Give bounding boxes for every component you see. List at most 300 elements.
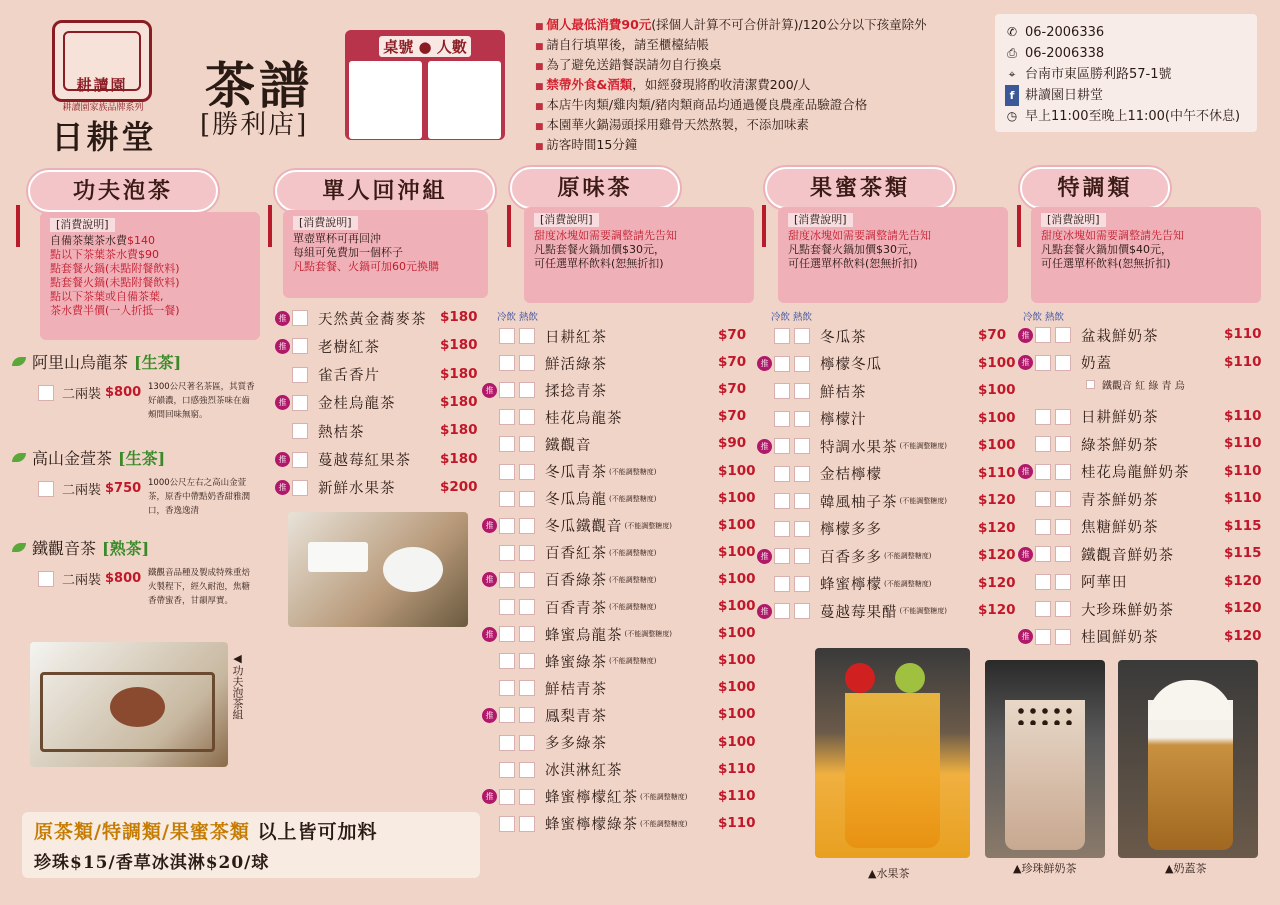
hot-checkbox[interactable]: [1055, 464, 1071, 480]
fruit-tea-item: [757, 598, 947, 624]
cold-checkbox[interactable]: [1035, 574, 1051, 590]
info-line: [50, 262, 250, 276]
fruit-tea-item: [757, 488, 947, 514]
hot-checkbox[interactable]: [519, 328, 535, 344]
cold-checkbox[interactable]: [499, 545, 515, 561]
info-line: [50, 304, 250, 318]
cold-checkbox[interactable]: [499, 653, 515, 669]
hot-checkbox[interactable]: [1055, 519, 1071, 535]
drink-note: (不能調整糖度): [899, 442, 947, 450]
price: $90: [718, 435, 747, 452]
recommend-badge: 推: [757, 439, 772, 454]
cold-checkbox[interactable]: [774, 328, 790, 344]
recommend-badge: 推: [482, 627, 497, 642]
banner-fruit: 果蜜茶類: [765, 167, 955, 209]
info-line: [50, 290, 250, 304]
cold-checkbox[interactable]: [499, 680, 515, 696]
special-tea-item: [1018, 514, 1159, 540]
fruit-tea-item: [757, 351, 882, 377]
drink-name: 桂圓鮮奶茶: [1081, 630, 1159, 646]
drink-name: 揉捻青茶: [545, 383, 607, 400]
original-tea-item: [482, 730, 607, 756]
price: $100: [718, 570, 756, 587]
cold-checkbox[interactable]: [774, 438, 790, 454]
price: $110: [718, 760, 756, 777]
drink-name: 百香綠茶: [545, 573, 607, 590]
note-line: [535, 76, 995, 96]
hot-checkbox[interactable]: [794, 521, 810, 537]
drink-name: 焦糖鮮奶茶: [1081, 520, 1159, 536]
drink-note: (不能調整糖度): [640, 819, 688, 828]
drink-name: 青茶鮮奶茶: [1081, 492, 1159, 509]
price: $110: [1224, 490, 1262, 506]
drink-name: 蔓越莓紅果茶: [318, 453, 411, 469]
hot-checkbox[interactable]: [1055, 546, 1071, 562]
cold-checkbox[interactable]: [1035, 464, 1051, 480]
clock-icon: ◷: [1006, 109, 1018, 123]
facebook-icon: f: [1005, 85, 1019, 106]
drink-note: (不能調整糖度): [609, 548, 657, 557]
kungfu-set-photo: [30, 642, 228, 767]
hot-checkbox[interactable]: [794, 466, 810, 482]
recommend-badge: 推: [482, 383, 497, 398]
price: $180: [440, 309, 478, 325]
cold-checkbox[interactable]: [499, 518, 515, 534]
order-checkbox[interactable]: [38, 385, 54, 401]
contact-box: [995, 14, 1257, 132]
recommend-badge: 推: [275, 311, 290, 326]
cold-checkbox[interactable]: [774, 356, 790, 372]
tea-description: 1000公尺左右之高山金萱茶，原香中帶點奶香甜雅潤口，香逸逸清: [148, 478, 251, 516]
hot-checkbox[interactable]: [519, 436, 535, 452]
price: $100: [978, 382, 1016, 398]
option-checkbox[interactable]: [1086, 380, 1095, 389]
drink-name: 冬瓜青茶: [545, 465, 607, 481]
pearl-milk-tea-caption: ▲珍珠鮮奶茶: [1013, 862, 1077, 875]
price: $120: [1224, 600, 1262, 616]
price: $100: [718, 733, 756, 750]
recommend-badge: 推: [482, 789, 497, 804]
hot-checkbox[interactable]: [1055, 574, 1071, 590]
brand-name: 日耕堂: [51, 118, 157, 156]
hot-checkbox[interactable]: [519, 464, 535, 480]
leaf-icon: [12, 357, 26, 366]
location-icon: ⌖: [1008, 67, 1016, 81]
info-line-price: $90: [138, 248, 159, 261]
hot-checkbox[interactable]: [1055, 491, 1071, 507]
hot-checkbox[interactable]: [794, 438, 810, 454]
original-info-box: [524, 207, 754, 303]
cold-checkbox[interactable]: [499, 464, 515, 480]
price: $100: [718, 625, 756, 642]
cold-checkbox[interactable]: [774, 548, 790, 564]
single-set-photo: [288, 512, 468, 627]
opening-hours: 早上11:00至晚上11:00(中午不休息): [1025, 109, 1241, 124]
fruit-tea-item: [757, 461, 882, 487]
original-tea-item: [482, 621, 672, 647]
price: $110: [1224, 435, 1262, 451]
drink-name: 奶蓋: [1081, 356, 1112, 372]
drink-name: 檸檬汁: [820, 412, 867, 428]
drink-name: 鮮桔青茶: [545, 681, 607, 698]
price: $115: [1224, 545, 1262, 561]
drink-name: 金桂烏龍茶: [318, 396, 396, 413]
note-text: 本園華火鍋湯頭採用雞骨天然熬製，不添加味素: [546, 117, 809, 132]
special-tea-item: [1018, 624, 1159, 650]
drink-name: 日耕鮮奶茶: [1081, 410, 1159, 426]
branch-name: [勝利店]: [200, 110, 309, 140]
cold-checkbox[interactable]: [499, 599, 515, 615]
price: $110: [978, 464, 1016, 481]
drink-name: 蜂蜜綠茶: [545, 654, 607, 671]
price: $800: [105, 385, 142, 400]
price: $100: [718, 462, 756, 479]
cold-checkbox[interactable]: [499, 409, 515, 425]
note-line: [535, 16, 995, 36]
original-tea-item: [482, 702, 607, 728]
special-tea-item: [1018, 486, 1159, 512]
leaf-icon: [12, 453, 26, 462]
cold-checkbox[interactable]: [1035, 436, 1051, 452]
milk-cap-tea-photo: [1118, 660, 1258, 858]
original-tea-item: [482, 594, 656, 620]
cold-checkbox[interactable]: [1035, 327, 1051, 343]
original-tea-item: [482, 486, 656, 512]
note-text: 為了避免送錯餐誤請勿自行換桌: [546, 57, 722, 72]
original-tea-item: [482, 459, 656, 485]
info-label: [消費說明]: [788, 213, 853, 227]
fax-number: 06-2006338: [1025, 46, 1105, 61]
drink-name: 檸檬冬瓜: [820, 357, 882, 373]
original-tea-item: [482, 513, 672, 539]
cold-checkbox[interactable]: [774, 383, 790, 399]
hot-checkbox[interactable]: [519, 382, 535, 398]
price: $100: [718, 489, 756, 506]
hot-checkbox[interactable]: [1055, 436, 1071, 452]
fruit-tea-item: [757, 406, 867, 432]
original-tea-item: [482, 540, 656, 566]
cold-checkbox[interactable]: [499, 707, 515, 723]
note-line: [535, 96, 995, 116]
drink-name: 雀舌香片: [318, 368, 380, 385]
drink-note: (不能調整糖度): [899, 497, 947, 505]
add-on-note: [22, 812, 480, 878]
hot-checkbox[interactable]: [519, 762, 535, 778]
cold-checkbox[interactable]: [774, 576, 790, 592]
drink-name: 百香多多: [820, 549, 882, 566]
tea-type: [熟茶]: [102, 539, 150, 558]
info-line-text: 點套餐火鍋(未點附餐飲料): [50, 276, 180, 289]
info-line: 凡點套餐火鍋加價$30元，: [534, 243, 665, 256]
cold-checkbox[interactable]: [499, 762, 515, 778]
original-tea-item: [482, 675, 607, 701]
tassel-decoration: [16, 205, 20, 247]
fruit-tea-item: [757, 433, 947, 459]
kungfu-tea-item: [12, 536, 149, 559]
cold-checkbox[interactable]: [774, 603, 790, 619]
drink-name: 大珍珠鮮奶茶: [1081, 602, 1174, 619]
drink-name: 檸檬多多: [820, 522, 882, 538]
logo-text: 耕讀園: [76, 76, 128, 94]
info-line-text: 點套餐火鍋(未點附餐飲料): [50, 262, 180, 275]
price: $180: [440, 337, 478, 354]
note-text: (採個人計算不可合併計算)/120公分以下孩童除外: [651, 17, 927, 32]
cold-checkbox[interactable]: [1035, 601, 1051, 617]
recommend-badge: 推: [1018, 464, 1033, 479]
fruit-tea-item: [757, 571, 931, 597]
order-checkbox[interactable]: [292, 452, 308, 468]
cold-checkbox[interactable]: [1035, 355, 1051, 371]
original-tea-item: [482, 811, 687, 837]
order-checkbox[interactable]: [38, 481, 54, 497]
size-label: 二兩裝: [62, 387, 102, 402]
order-checkbox[interactable]: [38, 571, 54, 587]
table-number-field[interactable]: [349, 61, 422, 139]
info-line: 凡點套餐火鍋加價$40元，: [1041, 243, 1172, 256]
order-checkbox[interactable]: [292, 367, 308, 383]
hot-checkbox[interactable]: [519, 491, 535, 507]
drink-name: 多多綠茶: [545, 736, 607, 752]
single-set-item: [275, 447, 411, 473]
info-label: [消費說明]: [1041, 213, 1106, 227]
drink-note: (不能調整糖度): [884, 579, 932, 588]
drink-name: 鐵觀音: [545, 437, 592, 454]
hot-checkbox[interactable]: [1055, 355, 1071, 371]
hot-checkbox[interactable]: [1055, 601, 1071, 617]
hot-checkbox[interactable]: [519, 518, 535, 534]
price: $120: [978, 574, 1016, 591]
info-line: 甜度冰塊如需要調整請先告知: [788, 229, 931, 242]
order-checkbox[interactable]: [292, 480, 308, 496]
hot-checkbox[interactable]: [519, 409, 535, 425]
cold-checkbox[interactable]: [499, 626, 515, 642]
cold-checkbox[interactable]: [499, 572, 515, 588]
drink-name: 桂花烏龍茶: [545, 410, 623, 427]
fruit-tea-item: [757, 378, 867, 404]
order-checkbox[interactable]: [292, 423, 308, 439]
brand-subtitle: 耕讀園家族品牌系列: [62, 103, 144, 113]
price: $100: [718, 543, 756, 560]
single-set-item: [275, 475, 396, 501]
hot-checkbox[interactable]: [519, 816, 535, 832]
info-line: 凡點套餐火鍋加價$30元，: [788, 243, 919, 256]
note-line: [535, 56, 995, 76]
price: $70: [718, 327, 747, 343]
order-checkbox[interactable]: [292, 338, 308, 354]
recommend-badge: 推: [1018, 355, 1033, 370]
recommend-badge: 推: [482, 572, 497, 587]
phone-icon: ✆: [1006, 25, 1018, 39]
hot-checkbox[interactable]: [519, 680, 535, 696]
info-line: 單壺單杯可再回沖: [293, 232, 381, 245]
original-tea-item: [482, 350, 607, 376]
info-line: [50, 234, 250, 248]
kungfu-info-box: [40, 212, 260, 340]
drink-name: 新鮮水果茶: [318, 481, 396, 498]
hot-checkbox[interactable]: [519, 572, 535, 588]
drink-name: 阿華田: [1081, 575, 1128, 591]
cold-checkbox[interactable]: [774, 466, 790, 482]
price: $100: [978, 409, 1016, 426]
price: $100: [718, 679, 756, 696]
hot-checkbox[interactable]: [519, 626, 535, 642]
price: $110: [1224, 353, 1262, 370]
special-tea-item: [1018, 596, 1174, 622]
recommend-badge: 推: [1018, 547, 1033, 562]
price: $750: [105, 481, 142, 496]
cold-checkbox[interactable]: [499, 436, 515, 452]
note-highlight: 禁帶外食&酒類: [546, 77, 633, 92]
fruit-tea-item: [757, 543, 931, 569]
hot-checkbox[interactable]: [519, 735, 535, 751]
tassel-decoration: [1017, 205, 1021, 247]
hot-checkbox[interactable]: [1055, 409, 1071, 425]
drink-name: 蜂蜜檸檬紅茶: [545, 790, 638, 807]
tea-name: 阿里山烏龍茶: [32, 353, 129, 372]
drink-note: (不能調整糖度): [609, 467, 657, 476]
price: $70: [978, 327, 1007, 343]
recommend-badge: 推: [275, 395, 290, 410]
price: $800: [105, 571, 142, 586]
hot-checkbox[interactable]: [794, 383, 810, 399]
cold-hot-label: 冷飲 熱飲: [771, 312, 813, 323]
drink-name: 桂花烏龍鮮奶茶: [1081, 465, 1190, 481]
hot-checkbox[interactable]: [519, 707, 535, 723]
info-line: 可任選單杯飲料(恕無折扣): [1041, 257, 1171, 270]
hot-checkbox[interactable]: [794, 411, 810, 427]
info-line-text: 茶水費半價(一人折抵一餐): [50, 304, 180, 317]
people-count-field[interactable]: [428, 61, 501, 139]
info-line-text: 點以下茶葉或自備茶葉,: [50, 290, 164, 303]
note-line: [535, 136, 995, 156]
price: $100: [718, 516, 756, 533]
banner-special: 特調類: [1020, 167, 1170, 209]
cold-checkbox[interactable]: [1035, 409, 1051, 425]
hot-checkbox[interactable]: [794, 328, 810, 344]
cold-checkbox[interactable]: [1035, 629, 1051, 645]
hot-checkbox[interactable]: [519, 545, 535, 561]
hot-checkbox[interactable]: [794, 603, 810, 619]
tea-type: [生茶]: [118, 449, 166, 468]
original-tea-item: [482, 404, 623, 430]
info-line: 甜度冰塊如需要調整請先告知: [534, 229, 677, 242]
recommend-badge: 推: [275, 480, 290, 495]
hot-checkbox[interactable]: [519, 599, 535, 615]
drink-name: 蜂蜜檸檬: [820, 577, 882, 593]
single-set-item: [275, 362, 380, 388]
hot-checkbox[interactable]: [519, 355, 535, 371]
drink-name: 日耕紅茶: [545, 329, 607, 346]
price: $120: [978, 519, 1016, 536]
note-text: ，如經發現將酌收清潔費200/人: [632, 77, 811, 92]
info-label: [消費說明]: [534, 213, 599, 227]
cold-checkbox[interactable]: [499, 355, 515, 371]
page-title: 茶譜: [205, 56, 313, 115]
cold-checkbox[interactable]: [499, 789, 515, 805]
kungfu-tea-item: [12, 350, 181, 373]
size-label: 二兩裝: [62, 573, 102, 588]
special-tea-item: [1018, 322, 1159, 348]
price: $100: [718, 706, 756, 723]
note-line: [535, 36, 995, 56]
drink-name: 蜂蜜烏龍茶: [545, 627, 623, 644]
drink-note: (不能調整糖度): [899, 607, 947, 615]
recommend-badge: 推: [1018, 629, 1033, 644]
price: $200: [440, 478, 478, 495]
price: $70: [718, 408, 747, 425]
info-line: [50, 248, 250, 262]
hot-checkbox[interactable]: [1055, 629, 1071, 645]
price: $110: [1224, 462, 1262, 479]
single-set-item: [275, 333, 380, 359]
banner-single: 單人回沖組: [275, 170, 495, 212]
cold-checkbox[interactable]: [1035, 491, 1051, 507]
drink-name: 百香紅茶: [545, 546, 607, 563]
drink-name: 天然黃金蕎麥茶: [318, 311, 427, 328]
order-checkbox[interactable]: [292, 310, 308, 326]
kungfu-size-row: [38, 479, 141, 498]
cold-checkbox[interactable]: [1035, 519, 1051, 535]
special-tea-item: [1018, 431, 1159, 457]
hot-checkbox[interactable]: [1055, 327, 1071, 343]
hot-checkbox[interactable]: [519, 653, 535, 669]
drink-name: 綠茶鮮奶茶: [1081, 437, 1159, 454]
cold-checkbox[interactable]: [499, 816, 515, 832]
drink-note: (不能調整糖度): [624, 630, 672, 639]
original-tea-item: [482, 323, 607, 349]
drink-note: (不能調整糖度): [640, 792, 688, 801]
info-label: [消費說明]: [293, 216, 358, 230]
price: $120: [978, 492, 1016, 508]
cold-checkbox[interactable]: [774, 493, 790, 509]
price: $110: [718, 787, 756, 804]
hot-checkbox[interactable]: [794, 356, 810, 372]
price: $180: [440, 450, 478, 467]
special-tea-item: [1018, 350, 1112, 376]
hot-checkbox[interactable]: [794, 548, 810, 564]
drink-name: 熱桔茶: [318, 424, 365, 441]
price: $110: [718, 814, 756, 831]
leaf-icon: [12, 543, 26, 552]
single-info-box: [283, 210, 488, 298]
cold-checkbox[interactable]: [774, 521, 790, 537]
kungfu-size-row: [38, 383, 141, 402]
info-line-price: $140: [127, 234, 155, 247]
drink-name: 鳳梨青茶: [545, 708, 607, 725]
cold-checkbox[interactable]: [499, 735, 515, 751]
price: $100: [718, 598, 756, 614]
price: $180: [440, 422, 478, 439]
drink-name: 特調水果茶: [820, 439, 898, 456]
drink-note: (不能調整糖度): [624, 521, 672, 530]
fruit-tea-item: [757, 516, 882, 542]
cold-checkbox[interactable]: [499, 382, 515, 398]
order-checkbox[interactable]: [292, 395, 308, 411]
tea-type: [生茶]: [134, 353, 182, 372]
fax-icon: ⎙: [1007, 46, 1017, 60]
cold-checkbox[interactable]: [499, 491, 515, 507]
recommend-badge: 推: [757, 356, 772, 371]
cold-checkbox[interactable]: [1035, 546, 1051, 562]
info-line: [50, 276, 250, 290]
cold-checkbox[interactable]: [774, 411, 790, 427]
cold-checkbox[interactable]: [499, 328, 515, 344]
drink-name: 鐵觀音鮮奶茶: [1081, 547, 1174, 564]
table-number-box: [345, 30, 505, 140]
hot-checkbox[interactable]: [794, 576, 810, 592]
hot-checkbox[interactable]: [794, 493, 810, 509]
hot-checkbox[interactable]: [519, 789, 535, 805]
